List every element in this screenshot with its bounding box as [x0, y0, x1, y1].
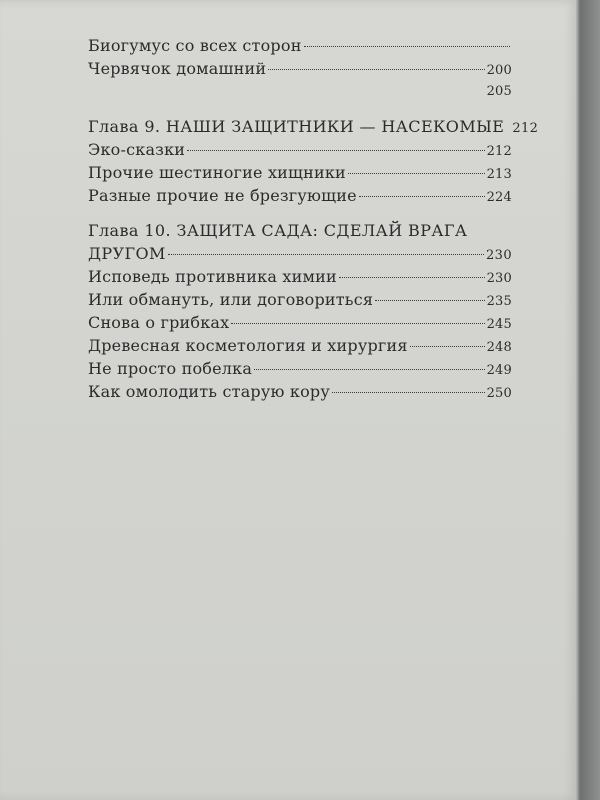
toc-entry-page: 205	[486, 84, 512, 99]
dot-leader	[410, 346, 485, 347]
toc-entry-page: 249	[486, 363, 512, 378]
dot-leader	[359, 196, 485, 197]
chapter-title: Глава 9. НАШИ ЗАЩИТНИКИ — НАСЕКОМЫЕ	[88, 117, 505, 136]
toc-entry-page: 212	[486, 144, 512, 159]
toc-entry-page: 230	[486, 271, 512, 286]
toc-entry-title: Прочие шестиногие хищники	[88, 163, 346, 182]
table-of-contents	[88, 34, 539, 403]
toc-entry-title: Разные прочие не брезгующие	[88, 186, 357, 205]
book-cover-edge	[580, 0, 600, 800]
toc-entry	[88, 138, 512, 161]
toc-entry-title: Не просто побелка	[88, 359, 253, 378]
toc-entry-page: 245	[486, 317, 512, 332]
toc-entry	[88, 357, 512, 380]
toc-entry	[88, 334, 512, 357]
dot-leader	[187, 150, 484, 151]
toc-entry	[88, 80, 512, 103]
chapter-page: 230	[485, 248, 512, 263]
toc-entry	[88, 57, 512, 80]
toc-entry-title: Или обмануть, или договориться	[88, 290, 374, 309]
dot-leader	[268, 69, 484, 70]
dot-leader	[339, 277, 485, 278]
chapter-title-line-1: Глава 10. ЗАЩИТА САДА: СДЕЛАЙ ВРАГА	[88, 221, 468, 240]
dot-leader	[332, 392, 485, 393]
toc-entry-title: Червячок домашний	[88, 59, 267, 78]
toc-entry-page: 213	[486, 167, 512, 182]
chapter-heading	[88, 115, 539, 138]
toc-entry	[88, 288, 512, 311]
chapter-page: 212	[512, 121, 539, 136]
toc-entry-page: 250	[486, 386, 512, 401]
toc-entry-page: 224	[486, 190, 512, 205]
toc-entry-title: Снова о грибках	[88, 313, 230, 332]
dot-leader	[231, 323, 484, 324]
toc-entry-title: Исповедь противника химии	[88, 267, 337, 286]
toc-entry-title: Как омолодить старую кору	[88, 382, 330, 401]
toc-entry-page: 235	[486, 294, 512, 309]
toc-entry	[88, 265, 512, 288]
dot-leader	[348, 173, 485, 174]
toc-entry-title: Эко-сказки	[88, 140, 186, 159]
dot-leader	[506, 127, 510, 128]
toc-entry	[88, 34, 512, 57]
chapter-heading	[88, 219, 512, 265]
dot-leader	[375, 300, 484, 301]
toc-entry-page: 200	[486, 63, 512, 78]
dot-leader	[304, 46, 510, 47]
toc-entry	[88, 380, 512, 403]
dot-leader	[168, 254, 484, 255]
toc-entry	[88, 311, 512, 334]
toc-entry	[88, 184, 512, 207]
toc-entry	[88, 161, 512, 184]
toc-entry-title: Древесная косметология и хирургия	[88, 336, 408, 355]
toc-entry-title: Биогумус со всех сторон	[88, 36, 302, 55]
toc-entry-page: 248	[486, 340, 512, 355]
dot-leader	[254, 369, 484, 370]
chapter-title-line-2: ДРУГОМ	[88, 244, 166, 263]
